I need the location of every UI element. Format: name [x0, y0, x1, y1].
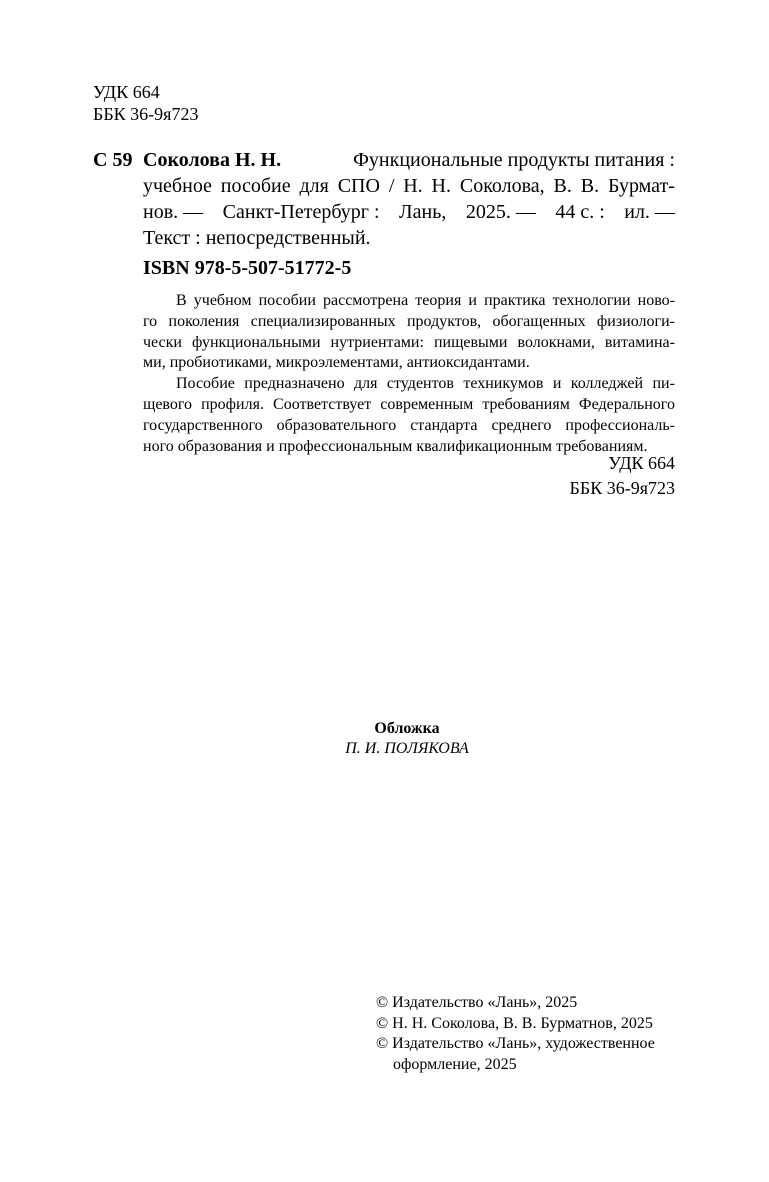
udk-code: УДК 664	[608, 453, 675, 473]
annotation-word: нутриентами:	[330, 333, 424, 351]
annotation-word: и	[552, 375, 562, 393]
biblio-line-4	[143, 225, 675, 251]
annotation-word: обогащенных	[492, 312, 586, 330]
biblio-word: СПО	[337, 175, 380, 197]
biblio-word: пособие	[220, 175, 291, 197]
biblio-line-3	[143, 199, 675, 225]
annotation-word: витамина-	[604, 333, 675, 351]
biblio-word: /	[388, 175, 395, 197]
annotation-word: государственного	[143, 416, 263, 434]
annotation-word: поколения	[168, 312, 240, 330]
annotation-word: волокнами,	[517, 333, 595, 351]
content-type: Текст : непосредственный.	[143, 227, 371, 249]
copyright-line: © Издательство «Лань», художественное	[376, 1035, 655, 1052]
annotation-word: продуктов,	[406, 312, 482, 330]
annotation-word: го	[143, 312, 158, 330]
annotation-word: физиологи-	[596, 312, 675, 330]
annotation-word: профиля.	[201, 395, 264, 413]
annotation-word: колледжей	[570, 375, 644, 393]
annotation	[143, 291, 675, 457]
annotation-word: пищевыми	[433, 333, 508, 351]
annotation-line	[143, 374, 675, 395]
bibliographic-text	[143, 147, 675, 251]
annotation-word: ми, пробиотиками, микроэлементами, антиоксидантами.	[143, 354, 530, 372]
annotation-word: для	[354, 375, 378, 393]
annotation-word: В	[176, 292, 187, 309]
annotation-line	[143, 353, 675, 374]
page-count: 44 с. :	[555, 201, 605, 223]
biblio-word: Н.	[403, 175, 423, 197]
annotation-word: предназначено	[244, 375, 345, 393]
annotation-word: ного образования и профессиональным квалификационным требованиям.	[143, 437, 648, 455]
annotation-word: практика	[484, 292, 546, 309]
bbk-code: ББК 36-9я723	[569, 478, 675, 498]
biblio-word: Бурмат-	[607, 175, 675, 197]
copyright-line: © Н. Н. Соколова, В. В. Бурматнов, 2025	[376, 1014, 653, 1032]
biblio-line-1	[143, 147, 675, 173]
cover-designer: П. И. ПОЛЯКОВА	[345, 740, 469, 757]
udk-code: УДК 664	[93, 82, 160, 102]
annotation-word: щевого	[143, 395, 193, 413]
author-name: Соколова Н. Н.	[143, 149, 282, 171]
biblio-line-2	[143, 173, 675, 199]
copyright-block	[376, 993, 655, 1075]
annotation-word: ново-	[637, 292, 675, 309]
biblio-word: нов. —	[143, 201, 204, 223]
annotation-word: студентов	[386, 375, 454, 393]
copyright-line: © Издательство «Лань», 2025	[376, 994, 578, 1011]
book-title: Функциональные продукты питания :	[353, 149, 675, 171]
annotation-word: среднего	[491, 416, 552, 434]
annotation-word: профессиональ-	[565, 416, 675, 434]
biblio-word: В.	[580, 175, 600, 197]
biblio-word: Н.	[431, 175, 451, 197]
annotation-line	[143, 333, 675, 354]
annotation-word: и	[468, 292, 477, 309]
author-code: С 59	[93, 149, 133, 171]
annotation-word: пи-	[652, 375, 675, 393]
biblio-word: Соколова,	[459, 175, 545, 197]
annotation-line	[143, 312, 675, 333]
annotation-word: современным	[380, 395, 474, 413]
annotation-word: теория	[415, 292, 462, 309]
top-classification	[93, 81, 198, 125]
annotation-word: Соответствует	[273, 395, 372, 413]
publisher-city: Санкт-Петербург :	[222, 201, 380, 223]
biblio-word: для	[299, 175, 329, 197]
annotation-word: образовательного	[276, 416, 397, 434]
annotation-word: Федерального	[578, 395, 675, 413]
annotation-word: учебном	[193, 292, 252, 309]
publication-year: 2025. —	[465, 201, 536, 223]
biblio-word: учебное	[143, 175, 212, 197]
biblio-word: В.	[553, 175, 572, 197]
cover-label: Обложка	[374, 720, 440, 737]
cover-credit	[0, 719, 769, 759]
annotation-word: стандарта	[410, 416, 478, 434]
annotation-word: функциональными	[192, 333, 321, 351]
annotation-word: чески	[143, 333, 182, 351]
annotation-word: техникумов	[463, 375, 544, 393]
annotation-word: пособии	[258, 292, 316, 309]
annotation-word: технологии	[552, 292, 631, 309]
annotation-word: рассмотрена	[323, 292, 409, 309]
right-classification	[570, 451, 675, 501]
annotation-line	[143, 291, 675, 312]
bbk-code: ББК 36-9я723	[93, 104, 199, 124]
annotation-line	[143, 395, 675, 416]
annotation-word: Пособие	[176, 375, 235, 393]
annotation-line	[143, 416, 675, 437]
annotation-word: специализированных	[250, 312, 396, 330]
annotation-word: требованиям	[482, 395, 570, 413]
copyright-line-continuation: оформление, 2025	[393, 1055, 517, 1073]
isbn: ISBN 978-5-507-51772-5	[143, 257, 352, 279]
illustrations-note: ил. —	[624, 201, 675, 223]
publisher-name: Лань,	[399, 201, 447, 223]
